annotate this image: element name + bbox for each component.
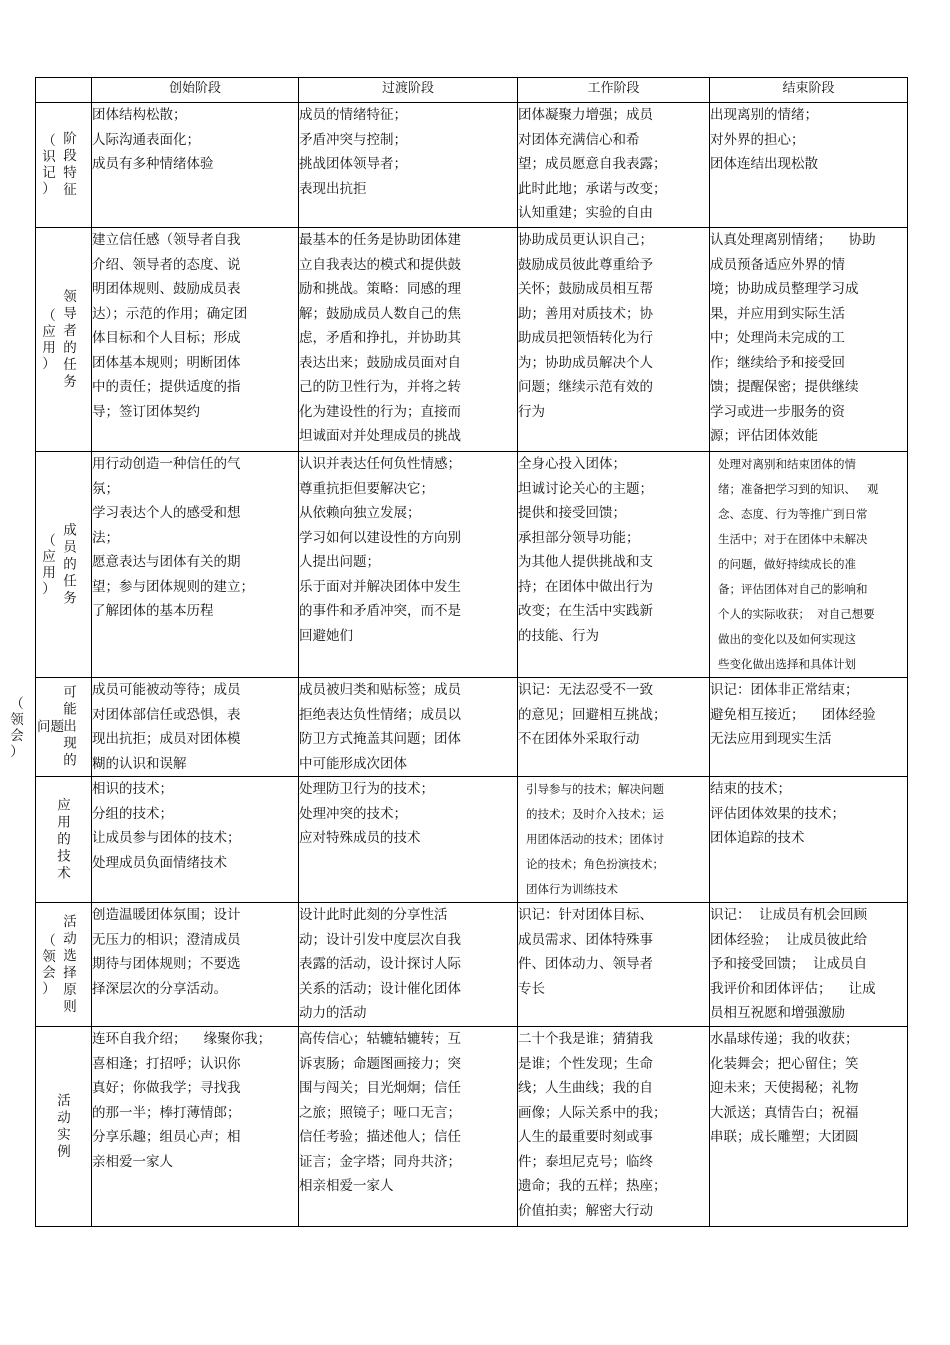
- cell-line: 境；协助成员整理学习成: [710, 281, 859, 297]
- cell-line: 高传信心；轱辘轱辘转；互: [299, 1031, 461, 1047]
- cell-line: 画像；人际关系中的我；: [518, 1104, 667, 1121]
- cell-line: 从依赖向独立发展；: [299, 505, 421, 521]
- cell-line: 迎未来；天使揭秘；礼物: [710, 1080, 859, 1096]
- cell-line: 馈；提醒保密；提供继续: [710, 379, 859, 395]
- row-label-text: 活 动 选 择 原 则: [63, 913, 77, 1015]
- cell-line: 果，并应用到实际生活: [710, 305, 845, 322]
- cell-line: 动力的活动: [299, 1005, 367, 1021]
- cell-line: 为；协助成员解决个人: [518, 354, 653, 371]
- cell-possible-problems-stage-3: [518, 678, 710, 777]
- cell-line: 遗命；我的五样；热座；: [518, 1178, 667, 1194]
- row-activity-examples: [36, 1027, 908, 1227]
- cell-line: 愿意表达与团体有关的期: [92, 554, 241, 570]
- cell-line: 成员可能被动等待；成员: [92, 682, 241, 698]
- cell-applied-techniques-stage-2: [299, 777, 518, 903]
- cell-line: 识记：针对团体目标、: [518, 907, 653, 923]
- cell-line: 予和接受回馈； 让成员自: [710, 956, 868, 972]
- cell-line: 备；评估团体对自己的影响和: [718, 582, 868, 596]
- cell-line: 是谁；个性发现；生命: [518, 1055, 653, 1072]
- header-stage-ending: 结束阶段: [710, 78, 908, 103]
- cell-line: 引导参与的技术；解决问题: [526, 782, 664, 796]
- cell-line: 围与闯关；目光炯炯；信任: [299, 1080, 461, 1096]
- cell-line: 论的技术；角色扮演技术；: [526, 857, 664, 871]
- cell-line: 择深层次的分享活动。: [92, 980, 227, 997]
- cell-line: 用团体活动的技术；团体讨: [526, 832, 664, 846]
- cell-line: 个人的实际收获； 对自己想要: [718, 607, 875, 621]
- cell-line: 励和挑战。策略：同感的理: [299, 281, 461, 297]
- cell-line: 解；鼓励成员人数自己的焦: [299, 305, 461, 322]
- cell-line: 做出的变化以及如何实现这: [718, 632, 856, 646]
- cell-line: 建立信任感（领导者自我: [92, 232, 241, 248]
- cell-line: 成员预备适应外界的情: [710, 256, 845, 273]
- cell-line: 水晶球传递；我的收获；: [710, 1031, 859, 1047]
- cell-line: 用行动创造一种信任的气: [92, 456, 241, 472]
- cell-line: 分享乐趣；组员心声；相: [92, 1129, 241, 1145]
- row-label-paren: （ 识 记 ）: [42, 133, 56, 197]
- row-possible-problems: [36, 678, 908, 777]
- cell-stage-features-stage-2: [299, 103, 518, 228]
- cell-line: 连环自我介绍； 缘聚你我；: [92, 1031, 272, 1047]
- cell-stage-features-stage-3: [518, 103, 710, 228]
- cell-line: 信任考验；描述他人；信任: [299, 1129, 461, 1145]
- cell-line: 达）；示范的作用；确定团: [92, 305, 248, 322]
- cell-line: 员相互祝愿和增强激励: [710, 1005, 845, 1021]
- cell-line: 件、团体动力、领导者: [518, 956, 653, 972]
- cell-line: 坦诚面对并处理成员的挑战: [299, 428, 461, 444]
- cell-line: 表露的活动，设计探讨人际: [299, 956, 461, 972]
- cell-leader-tasks-stage-4: [710, 228, 908, 452]
- cell-line: 中；处理尚未完成的工: [710, 330, 845, 346]
- row-label-possible-problems: [36, 678, 92, 777]
- cell-line: 认真处理离别情绪； 协助: [710, 232, 876, 248]
- row-label-text: 领 导 者 的 任 务: [63, 288, 77, 390]
- cell-line: 虑，矛盾和挣扎，并协助其: [299, 330, 461, 346]
- cell-line: 氛；: [92, 480, 119, 497]
- cell-line: 设计此时此刻的分享性活: [299, 907, 448, 923]
- cell-line: 表现出抗拒: [299, 180, 367, 197]
- row-label-text: 阶 段 特 征: [63, 131, 77, 198]
- cell-line: 出现离别的情绪；: [710, 107, 818, 123]
- cell-activity-examples-stage-3: [518, 1027, 710, 1227]
- cell-line: 提供和接受回馈；: [518, 505, 626, 521]
- cell-line: 识记： 让成员有机会回顾: [710, 907, 868, 923]
- row-leader-tasks: [36, 228, 908, 452]
- cell-line: 应对特殊成员的技术: [299, 830, 421, 846]
- cell-leader-tasks-stage-2: [299, 228, 518, 452]
- cell-line: 源；评估团体效能: [710, 428, 818, 444]
- cell-line: 识记：团体非正常结束；: [710, 682, 859, 698]
- row-label-text: 应 用 的 技 术: [57, 797, 71, 881]
- cell-line: 的那一半；棒打薄情郎；: [92, 1104, 241, 1121]
- header-stage-initial: 创始阶段: [92, 78, 299, 103]
- cell-line: 协助成员更认识自己；: [518, 232, 653, 248]
- row-label-text: 成 员 的 任 务: [63, 522, 77, 606]
- cell-line: 助；善用对质技术；协: [518, 305, 653, 322]
- cell-line: 动；设计引发中度层次自我: [299, 931, 461, 948]
- row-label-member-tasks: [36, 452, 92, 678]
- cell-line: 不在团体外采取行动: [518, 731, 640, 747]
- row-label-applied-techniques: [36, 777, 92, 903]
- row-label-text: 可 能 出 现 的: [63, 684, 77, 769]
- cell-line: 学习如何以建设性的方向别: [299, 529, 461, 546]
- cell-line: 的意见；回避相互挑战；: [518, 706, 667, 723]
- outer-label-comprehend: （ 领 会 ）: [10, 696, 24, 760]
- row-label-paren: （ 应 用 ）: [42, 532, 56, 597]
- cell-line: 成员被归类和贴标签；成员: [299, 682, 461, 698]
- cell-line: 认知重建；实验的自由: [518, 205, 653, 221]
- cell-line: 中可能形成次团体: [299, 755, 407, 772]
- cell-line: 识记：无法忍受不一致: [518, 682, 653, 698]
- cell-line: 化装舞会；把心留住；笑: [710, 1055, 859, 1072]
- group-stages-table: [35, 77, 908, 1227]
- cell-line: 无法应用到现实生活: [710, 731, 832, 747]
- cell-line: 坦诚讨论关心的主题；: [518, 480, 653, 497]
- row-label-text: 活 动 实 例: [57, 1092, 71, 1160]
- cell-line: 作；继续给予和接受回: [710, 354, 845, 371]
- cell-line: 真好；你做我学；寻找我: [92, 1080, 241, 1096]
- cell-member-tasks-stage-3: [518, 452, 710, 678]
- cell-line: 避免相互接近； 团体经验: [710, 706, 876, 723]
- cell-line: 了解团体的基本历程: [92, 603, 214, 619]
- cell-leader-tasks-stage-1: [92, 228, 299, 452]
- cell-line: 为其他人提供挑战和支: [518, 554, 653, 570]
- cell-line: 防卫方式掩盖其问题；团体: [299, 731, 461, 747]
- cell-activity-examples-stage-4: [710, 1027, 908, 1227]
- cell-line: 些变化做出选择和具体计划: [718, 657, 856, 671]
- cell-line: 鼓励成员彼此尊重给予: [518, 256, 653, 273]
- cell-line: 导；签订团体契约: [92, 403, 200, 420]
- cell-line: 处理冲突的技术；: [299, 805, 407, 822]
- cell-possible-problems-stage-2: [299, 678, 518, 777]
- cell-line: 亲相爱一家人: [92, 1153, 173, 1170]
- cell-line: 回避她们: [299, 627, 353, 644]
- cell-activity-examples-stage-2: [299, 1027, 518, 1227]
- cell-line: 的技术；及时介入技术；运: [526, 807, 664, 821]
- cell-line: 体目标和个人目标；形成: [92, 330, 241, 346]
- cell-line: 成员的情绪特征；: [299, 107, 407, 123]
- cell-line: 分组的技术；: [92, 805, 173, 822]
- cell-activity-examples-stage-1: [92, 1027, 299, 1227]
- header-stage-transition: 过渡阶段: [299, 78, 518, 103]
- cell-leader-tasks-stage-3: [518, 228, 710, 452]
- cell-line: 问题；继续示范有效的: [518, 379, 653, 395]
- cell-line: 处理防卫行为的技术；: [299, 781, 434, 797]
- row-activity-principles: [36, 903, 908, 1027]
- cell-line: 行为: [518, 403, 545, 420]
- cell-line: 承担部分领导功能；: [518, 529, 640, 546]
- cell-line: 人提出问题；: [299, 554, 380, 570]
- row-label-stage-features: [36, 103, 92, 228]
- cell-line: 对外界的担心；: [710, 131, 805, 148]
- cell-line: 无压力的相识；澄清成员: [92, 931, 241, 948]
- row-label-activity-principles: [36, 903, 92, 1027]
- cell-line: 学习或进一步服务的资: [710, 403, 845, 420]
- cell-line: 串联；成长雕塑；大团圆: [710, 1129, 859, 1145]
- cell-line: 乐于面对并解决团体中发生: [299, 578, 461, 595]
- cell-line: 价值拍卖；解密大行动: [518, 1202, 653, 1219]
- cell-line: 此时此地；承诺与改变；: [518, 180, 667, 197]
- cell-line: 二十个我是谁；猜猜我: [518, 1031, 653, 1047]
- cell-line: 件；泰坦尼克号；临终: [518, 1153, 653, 1170]
- cell-line: 化为建设性的行为；直接而: [299, 403, 461, 420]
- row-stage-features: [36, 103, 908, 228]
- cell-line: 全身心投入团体；: [518, 456, 626, 472]
- cell-line: 己的防卫性行为，并将之转: [299, 379, 461, 395]
- cell-line: 团体连结出现松散: [710, 156, 818, 172]
- row-label-activity-examples: [36, 1027, 92, 1227]
- cell-line: 现出抗拒；成员对团体模: [92, 731, 241, 747]
- cell-applied-techniques-stage-3: [518, 777, 710, 903]
- row-left-label: 问题: [37, 719, 64, 735]
- row-member-tasks: [36, 452, 908, 678]
- cell-line: 团体结构松散；: [92, 107, 187, 123]
- cell-line: 专长: [518, 980, 545, 997]
- cell-possible-problems-stage-1: [92, 678, 299, 777]
- cell-line: 拒绝表达负性情绪；成员以: [299, 706, 461, 723]
- cell-line: 之旅；照镜子；哑口无言；: [299, 1104, 461, 1121]
- cell-activity-principles-stage-3: [518, 903, 710, 1027]
- cell-line: 让成员参与团体的技术；: [92, 830, 241, 846]
- cell-line: 绪；准备把学习到的知识、 观: [718, 482, 879, 496]
- cell-line: 线；人生曲线；我的自: [518, 1080, 653, 1096]
- cell-member-tasks-stage-2: [299, 452, 518, 678]
- cell-stage-features-stage-1: [92, 103, 299, 228]
- cell-line: 学习表达个人的感受和想: [92, 505, 241, 521]
- cell-line: 成员有多种情绪体验: [92, 156, 214, 172]
- cell-line: 对团体部信任或恐惧，表: [92, 706, 241, 723]
- cell-activity-principles-stage-2: [299, 903, 518, 1027]
- cell-line: 介绍、领导者的态度、说: [92, 256, 241, 273]
- cell-line: 认识并表达任何负性情感；: [299, 456, 461, 472]
- cell-line: 喜相逢；打招呼；认识你: [92, 1055, 241, 1072]
- cell-line: 的问题，做好持续成长的准: [718, 557, 856, 571]
- row-label-paren: （ 应 用 ）: [42, 307, 56, 372]
- cell-applied-techniques-stage-1: [92, 777, 299, 903]
- cell-line: 尊重抗拒但要解决它；: [299, 480, 434, 497]
- corner-cell: [36, 78, 92, 103]
- cell-line: 评估团体效果的技术；: [710, 805, 845, 822]
- cell-line: 矛盾冲突与控制；: [299, 131, 407, 148]
- cell-possible-problems-stage-4: [710, 678, 908, 777]
- cell-line: 我评价和团体评估； 让成: [710, 980, 876, 997]
- cell-line: 最基本的任务是协助团体建: [299, 232, 461, 248]
- cell-line: 改变；在生活中实践新: [518, 603, 653, 619]
- cell-line: 望；成员愿意自我表露；: [518, 156, 667, 172]
- cell-line: 团体基本规则；明断团体: [92, 354, 241, 371]
- cell-line: 表达出来；鼓励成员面对自: [299, 354, 461, 371]
- cell-line: 团体凝聚力增强；成员: [518, 107, 653, 123]
- cell-line: 大派送；真情告白；祝福: [710, 1104, 859, 1121]
- cell-line: 关怀；鼓励成员相互帮: [518, 281, 653, 297]
- cell-line: 挑战团体领导者；: [299, 156, 407, 172]
- cell-line: 人生的最重要时刻或事: [518, 1129, 653, 1145]
- cell-line: 创造温暖团体氛围；设计: [92, 907, 241, 923]
- header-row: [36, 78, 908, 103]
- cell-line: 望；参与团体规则的建立；: [92, 578, 254, 595]
- cell-line: 人际沟通表面化；: [92, 131, 200, 148]
- cell-line: 关系的活动；设计催化团体: [299, 980, 461, 997]
- cell-line: 助成员把领悟转化为行: [518, 330, 653, 346]
- row-applied-techniques: [36, 777, 908, 903]
- cell-line: 中的责任；提供适度的指: [92, 379, 241, 395]
- row-label-leader-tasks: [36, 228, 92, 452]
- cell-line: 法；: [92, 529, 119, 546]
- cell-member-tasks-stage-4: [710, 452, 908, 678]
- cell-line: 的事件和矛盾冲突，而不是: [299, 603, 461, 619]
- cell-activity-principles-stage-1: [92, 903, 299, 1027]
- cell-line: 结束的技术；: [710, 781, 791, 797]
- cell-line: 团体行为训练技术: [526, 882, 618, 896]
- cell-line: 糊的认识和误解: [92, 755, 187, 772]
- cell-line: 处理成员负面情绪技术: [92, 854, 227, 871]
- cell-stage-features-stage-4: [710, 103, 908, 228]
- cell-member-tasks-stage-1: [92, 452, 299, 678]
- cell-line: 相亲相爱一家人: [299, 1178, 394, 1194]
- cell-line: 的技能、行为: [518, 627, 599, 644]
- cell-line: 团体经验； 让成员彼此给: [710, 931, 868, 948]
- cell-line: 期待与团体规则；不要选: [92, 956, 241, 972]
- cell-line: 处理对离别和结束团体的情: [718, 457, 856, 471]
- cell-line: 生活中；对于在团体中未解决: [718, 532, 868, 546]
- row-label-paren: （ 领 会 ）: [42, 932, 56, 997]
- cell-line: 成员需求、团体特殊事: [518, 931, 653, 948]
- cell-line: 诉衷肠；命题图画接力；突: [299, 1055, 461, 1072]
- cell-line: 念、态度、行为等推广到日常: [718, 507, 868, 521]
- header-stage-working: 工作阶段: [518, 78, 710, 103]
- cell-line: 立自我表达的模式和提供鼓: [299, 256, 461, 273]
- cell-activity-principles-stage-4: [710, 903, 908, 1027]
- cell-line: 对团体充满信心和希: [518, 131, 640, 148]
- cell-applied-techniques-stage-4: [710, 777, 908, 903]
- cell-line: 证言；金字塔；同舟共济；: [299, 1153, 461, 1170]
- cell-line: 持；在团体中做出行为: [518, 578, 653, 595]
- cell-line: 团体追踪的技术: [710, 830, 805, 846]
- cell-line: 明团体规则、鼓励成员表: [92, 281, 241, 297]
- cell-line: 相识的技术；: [92, 781, 173, 797]
